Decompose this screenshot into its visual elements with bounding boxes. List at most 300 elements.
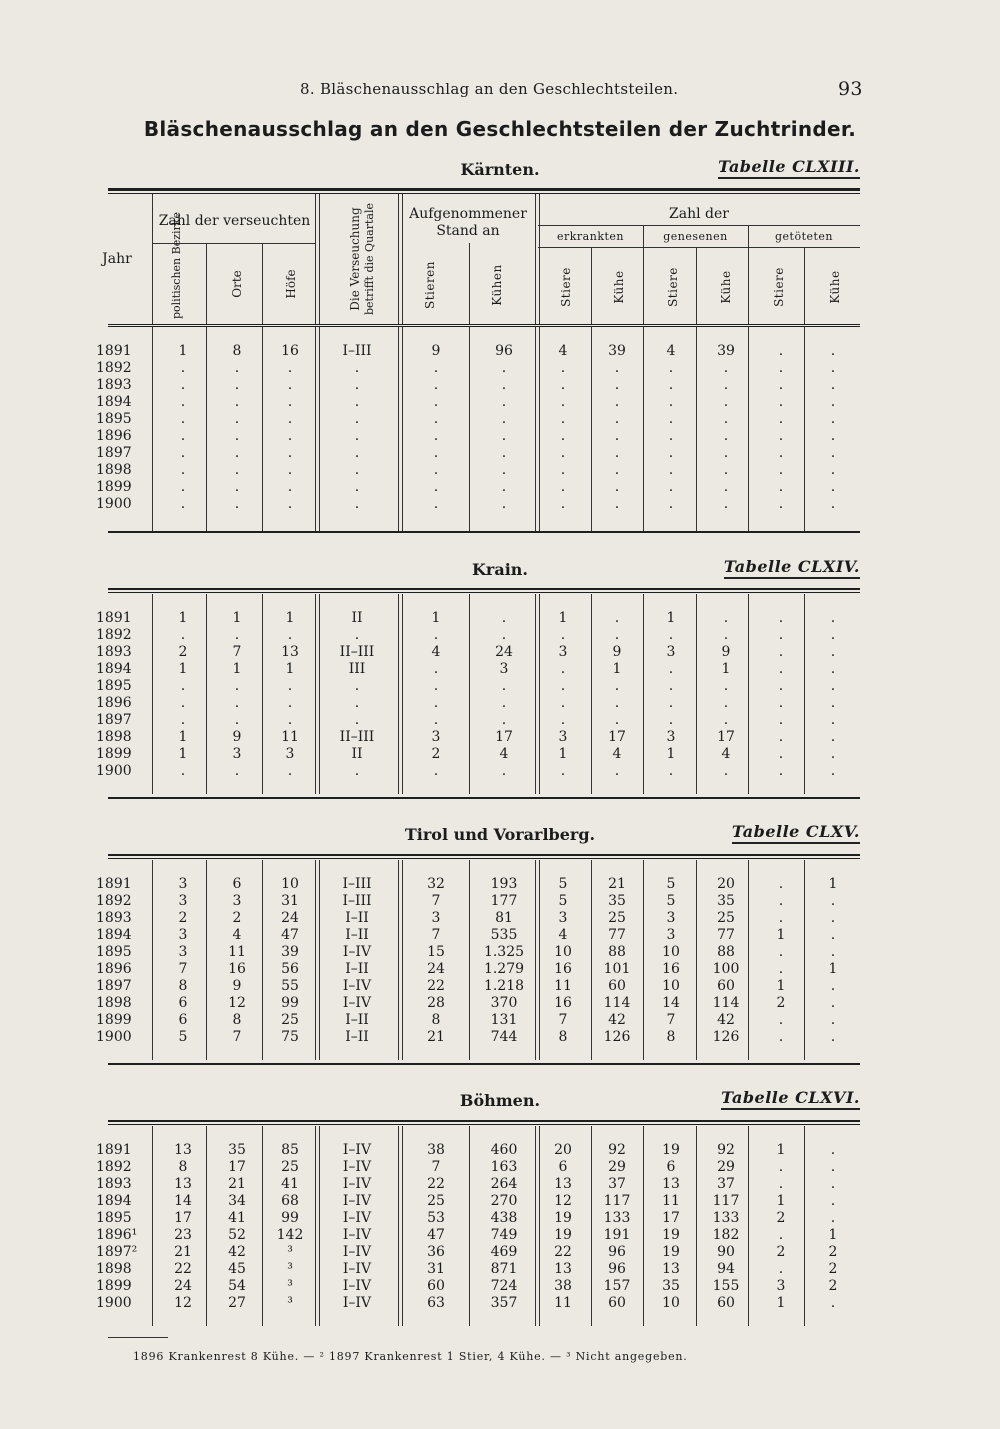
cell-erkrankt-stiere: .	[560, 462, 566, 478]
cell-quartale: .	[354, 428, 360, 444]
cell-quartale: .	[354, 462, 360, 478]
cell-genesen-stiere: 13	[662, 1176, 680, 1192]
table-ref-3: Tabelle CLXVI.	[721, 1088, 860, 1110]
cell-stand-kuehen: 460	[490, 1142, 518, 1158]
cell-hoefe: 56	[281, 961, 299, 977]
cell-stand-stieren: 31	[427, 1261, 445, 1277]
cell-stand-stieren: 2	[431, 746, 441, 762]
cell-getoetet-kuehe: .	[830, 1295, 836, 1311]
cell-bezirke: 1	[178, 729, 188, 745]
cell-stand-kuehen: 438	[490, 1210, 518, 1226]
cell-getoetet-kuehe: .	[830, 445, 836, 461]
cell-stand-kuehen: 81	[495, 910, 513, 926]
table-row	[0, 1278, 1000, 1295]
cell-getoetet-stiere: .	[778, 763, 784, 779]
cell-erkrankt-kuehe: 88	[608, 944, 626, 960]
cell-erkrankt-kuehe: .	[614, 411, 620, 427]
cell-bezirke: .	[180, 394, 186, 410]
cell-stand-kuehen: 357	[490, 1295, 518, 1311]
cell-genesen-stiere: 3	[666, 729, 676, 745]
cell-getoetet-stiere: .	[778, 910, 784, 926]
header-kuehen: Kühen	[490, 264, 504, 306]
cell-orte: 27	[228, 1295, 246, 1311]
table-row	[0, 1244, 1000, 1261]
cell-bezirke: 1	[178, 343, 188, 359]
cell-stand-kuehen: 17	[495, 729, 513, 745]
cell-genesen-stiere: .	[668, 411, 674, 427]
cell-erkrankt-stiere: .	[560, 712, 566, 728]
cell-hoefe: ³	[287, 1244, 293, 1260]
section-title-1: Krain.	[472, 560, 528, 579]
cell-genesen-stiere: .	[668, 712, 674, 728]
cell-year: 1900	[96, 496, 132, 512]
cell-getoetet-kuehe: .	[830, 411, 836, 427]
cell-genesen-kuehe: 100	[712, 961, 740, 977]
cell-quartale: I–III	[342, 343, 372, 359]
cell-stand-stieren: .	[433, 496, 439, 512]
cell-genesen-stiere: 13	[662, 1261, 680, 1277]
cell-stand-stieren: .	[433, 377, 439, 393]
cell-getoetet-kuehe: .	[830, 978, 836, 994]
cell-orte: .	[234, 627, 240, 643]
cell-erkrankt-kuehe: 96	[608, 1244, 626, 1260]
cell-hoefe: .	[287, 678, 293, 694]
section-title-2: Tirol und Vorarlberg.	[404, 825, 596, 844]
cell-hoefe: .	[287, 479, 293, 495]
cell-quartale: I–IV	[342, 1261, 372, 1277]
table-row	[0, 961, 1000, 978]
cell-stand-stieren: 38	[427, 1142, 445, 1158]
cell-erkrankt-stiere: 10	[554, 944, 572, 960]
cell-genesen-kuehe: 133	[712, 1210, 740, 1226]
cell-genesen-stiere: 19	[662, 1244, 680, 1260]
header-erkrankten-stiere: Stiere	[559, 267, 573, 307]
header-erkrankten-kuehe: Kühe	[612, 270, 626, 304]
cell-stand-kuehen: 177	[490, 893, 518, 909]
cell-orte: 52	[228, 1227, 246, 1243]
cell-genesen-kuehe: 92	[717, 1142, 735, 1158]
cell-genesen-kuehe: 60	[717, 978, 735, 994]
cell-stand-stieren: 22	[427, 1176, 445, 1192]
cell-hoefe: 85	[281, 1142, 299, 1158]
cell-stand-kuehen: .	[501, 445, 507, 461]
cell-hoefe: 75	[281, 1029, 299, 1045]
cell-erkrankt-stiere: 13	[554, 1261, 572, 1277]
cell-year: 1892	[96, 627, 132, 643]
cell-orte: 12	[228, 995, 246, 1011]
cell-genesen-kuehe: 37	[717, 1176, 735, 1192]
cell-getoetet-stiere: .	[778, 695, 784, 711]
cell-orte: .	[234, 360, 240, 376]
cell-stand-stieren: .	[433, 479, 439, 495]
cell-bezirke: 8	[178, 1159, 188, 1175]
cell-erkrankt-kuehe: 42	[608, 1012, 626, 1028]
cell-stand-kuehen: 270	[490, 1193, 518, 1209]
cell-year: 1895	[96, 411, 132, 427]
cell-stand-kuehen: 264	[490, 1176, 518, 1192]
cell-quartale: I–IV	[342, 1210, 372, 1226]
cell-genesen-stiere: .	[668, 445, 674, 461]
header-politischen-bezirke: politischen Bezirke	[170, 212, 183, 319]
header-getoeteten-kuehe: Kühe	[828, 270, 842, 304]
cell-getoetet-stiere: .	[778, 343, 784, 359]
cell-erkrankt-kuehe: 39	[608, 343, 626, 359]
page-number: 93	[838, 78, 863, 100]
cell-bezirke: 21	[174, 1244, 192, 1260]
cell-erkrankt-stiere: 8	[558, 1029, 568, 1045]
cell-genesen-stiere: .	[668, 428, 674, 444]
cell-quartale: I–IV	[342, 1193, 372, 1209]
cell-erkrankt-kuehe: 60	[608, 1295, 626, 1311]
cell-bezirke: 5	[178, 1029, 188, 1045]
cell-hoefe: .	[287, 462, 293, 478]
cell-hoefe: ³	[287, 1295, 293, 1311]
cell-quartale: .	[354, 445, 360, 461]
table-row	[0, 627, 1000, 644]
table-ref-2: Tabelle CLXV.	[732, 822, 860, 844]
cell-stand-stieren: 9	[431, 343, 441, 359]
cell-erkrankt-kuehe: .	[614, 360, 620, 376]
cell-getoetet-stiere: .	[778, 377, 784, 393]
cell-erkrankt-stiere: 6	[558, 1159, 568, 1175]
cell-genesen-kuehe: .	[723, 712, 729, 728]
header-aufgenommener: Aufgenommener	[409, 206, 527, 222]
cell-stand-stieren: 32	[427, 876, 445, 892]
cell-hoefe: .	[287, 712, 293, 728]
cell-bezirke: .	[180, 428, 186, 444]
cell-stand-kuehen: 724	[490, 1278, 518, 1294]
cell-erkrankt-stiere: .	[560, 479, 566, 495]
cell-stand-kuehen: 131	[490, 1012, 518, 1028]
cell-getoetet-stiere: 1	[776, 978, 786, 994]
cell-orte: 9	[232, 729, 242, 745]
table-row	[0, 1193, 1000, 1210]
cell-getoetet-kuehe: 1	[828, 961, 838, 977]
table-row	[0, 678, 1000, 695]
cell-getoetet-stiere: 1	[776, 927, 786, 943]
cell-hoefe: 41	[281, 1176, 299, 1192]
cell-year: 1896¹	[96, 1227, 138, 1243]
cell-getoetet-stiere: 2	[776, 995, 786, 1011]
cell-getoetet-kuehe: .	[830, 1176, 836, 1192]
cell-genesen-stiere: .	[668, 763, 674, 779]
cell-genesen-kuehe: .	[723, 411, 729, 427]
cell-quartale: I–II	[345, 927, 369, 943]
cell-year: 1896	[96, 961, 132, 977]
cell-bezirke: 3	[178, 893, 188, 909]
cell-year: 1894	[96, 1193, 132, 1209]
cell-orte: .	[234, 462, 240, 478]
cell-stand-stieren: 28	[427, 995, 445, 1011]
cell-hoefe: 25	[281, 1012, 299, 1028]
cell-hoefe: 99	[281, 995, 299, 1011]
cell-stand-stieren: .	[433, 678, 439, 694]
cell-bezirke: 12	[174, 1295, 192, 1311]
cell-erkrankt-stiere: 11	[554, 1295, 572, 1311]
cell-hoefe: .	[287, 445, 293, 461]
cell-stand-stieren: 8	[431, 1012, 441, 1028]
cell-bezirke: 7	[178, 961, 188, 977]
cell-genesen-kuehe: 29	[717, 1159, 735, 1175]
cell-erkrankt-stiere: .	[560, 695, 566, 711]
cell-year: 1891	[96, 343, 132, 359]
cell-orte: 35	[228, 1142, 246, 1158]
cell-erkrankt-kuehe: .	[614, 763, 620, 779]
cell-year: 1898	[96, 462, 132, 478]
cell-stand-kuehen: 24	[495, 644, 513, 660]
cell-erkrankt-kuehe: 117	[603, 1193, 631, 1209]
cell-year: 1891	[96, 610, 132, 626]
cell-getoetet-stiere: .	[778, 1176, 784, 1192]
cell-getoetet-kuehe: .	[830, 944, 836, 960]
cell-bezirke: 3	[178, 876, 188, 892]
cell-year: 1896	[96, 695, 132, 711]
cell-getoetet-stiere: .	[778, 1261, 784, 1277]
cell-getoetet-stiere: 3	[776, 1278, 786, 1294]
table-row	[0, 445, 1000, 462]
table-row	[0, 1261, 1000, 1278]
table-row	[0, 927, 1000, 944]
table-row	[0, 394, 1000, 411]
cell-bezirke: .	[180, 445, 186, 461]
cell-getoetet-kuehe: .	[830, 678, 836, 694]
cell-quartale: .	[354, 411, 360, 427]
cell-erkrankt-stiere: 4	[558, 927, 568, 943]
cell-getoetet-kuehe: .	[830, 1159, 836, 1175]
cell-genesen-kuehe: 17	[717, 729, 735, 745]
cell-genesen-kuehe: 126	[712, 1029, 740, 1045]
cell-bezirke: 2	[178, 910, 188, 926]
table-row	[0, 644, 1000, 661]
cell-getoetet-kuehe: .	[830, 610, 836, 626]
cell-genesen-stiere: 3	[666, 644, 676, 660]
cell-erkrankt-stiere: .	[560, 445, 566, 461]
cell-genesen-kuehe: .	[723, 360, 729, 376]
cell-hoefe: 13	[281, 644, 299, 660]
cell-genesen-kuehe: 35	[717, 893, 735, 909]
cell-hoefe: .	[287, 496, 293, 512]
cell-stand-stieren: .	[433, 394, 439, 410]
header-genesenen-stiere: Stiere	[666, 267, 680, 307]
cell-quartale: II–III	[339, 644, 375, 660]
cell-orte: .	[234, 377, 240, 393]
cell-getoetet-kuehe: .	[830, 1012, 836, 1028]
cell-orte: 41	[228, 1210, 246, 1226]
cell-genesen-kuehe: 9	[721, 644, 731, 660]
cell-stand-stieren: 63	[427, 1295, 445, 1311]
cell-erkrankt-kuehe: .	[614, 695, 620, 711]
cell-stand-stieren: 3	[431, 729, 441, 745]
cell-hoefe: 39	[281, 944, 299, 960]
cell-genesen-stiere: .	[668, 479, 674, 495]
cell-hoefe: 99	[281, 1210, 299, 1226]
cell-erkrankt-kuehe: 35	[608, 893, 626, 909]
table-ref-1: Tabelle CLXIV.	[724, 557, 860, 579]
cell-stand-stieren: 36	[427, 1244, 445, 1260]
cell-getoetet-stiere: .	[778, 394, 784, 410]
cell-stand-kuehen: .	[501, 610, 507, 626]
cell-year: 1893	[96, 1176, 132, 1192]
cell-erkrankt-stiere: .	[560, 377, 566, 393]
cell-year: 1899	[96, 1012, 132, 1028]
header-jahr: Jahr	[102, 251, 132, 267]
cell-quartale: I–II	[345, 961, 369, 977]
page-title: Bläschenausschlag an den Geschlechtsteilen der Zuchtrinder.	[143, 117, 857, 141]
cell-hoefe: 3	[285, 746, 295, 762]
cell-stand-stieren: 1	[431, 610, 441, 626]
cell-quartale: I–IV	[342, 1159, 372, 1175]
table-row	[0, 1142, 1000, 1159]
cell-bezirke: 13	[174, 1176, 192, 1192]
cell-orte: 16	[228, 961, 246, 977]
cell-stand-stieren: .	[433, 627, 439, 643]
cell-erkrankt-kuehe: 25	[608, 910, 626, 926]
running-head-text: 8. Bläschenausschlag an den Geschlechtsteilen.	[300, 80, 679, 98]
cell-genesen-kuehe: 1	[721, 661, 731, 677]
cell-stand-kuehen: .	[501, 678, 507, 694]
cell-erkrankt-stiere: .	[560, 394, 566, 410]
header-getoeteten: getöteten	[774, 230, 834, 243]
cell-hoefe: 55	[281, 978, 299, 994]
cell-getoetet-stiere: 2	[776, 1210, 786, 1226]
cell-getoetet-stiere: 1	[776, 1295, 786, 1311]
cell-erkrankt-kuehe: .	[614, 712, 620, 728]
cell-getoetet-stiere: .	[778, 479, 784, 495]
cell-erkrankt-kuehe: 92	[608, 1142, 626, 1158]
cell-bezirke: 24	[174, 1278, 192, 1294]
cell-bezirke: .	[180, 678, 186, 694]
cell-hoefe: ³	[287, 1261, 293, 1277]
cell-genesen-stiere: .	[668, 394, 674, 410]
cell-bezirke: .	[180, 377, 186, 393]
cell-orte: .	[234, 496, 240, 512]
cell-genesen-stiere: 10	[662, 1295, 680, 1311]
cell-getoetet-stiere: .	[778, 729, 784, 745]
cell-orte: 3	[232, 893, 242, 909]
table-row	[0, 496, 1000, 513]
cell-year: 1897	[96, 978, 132, 994]
cell-erkrankt-kuehe: .	[614, 445, 620, 461]
cell-erkrankt-stiere: 5	[558, 876, 568, 892]
cell-hoefe: 68	[281, 1193, 299, 1209]
cell-quartale: I–IV	[342, 995, 372, 1011]
cell-year: 1891	[96, 1142, 132, 1158]
header-stieren: Stieren	[423, 260, 437, 310]
cell-genesen-kuehe: .	[723, 695, 729, 711]
cell-getoetet-kuehe: .	[830, 763, 836, 779]
cell-quartale: I–IV	[342, 978, 372, 994]
cell-year: 1900	[96, 763, 132, 779]
table-row	[0, 1012, 1000, 1029]
cell-stand-kuehen: 370	[490, 995, 518, 1011]
cell-stand-kuehen: 749	[490, 1227, 518, 1243]
cell-erkrankt-stiere: 20	[554, 1142, 572, 1158]
cell-getoetet-kuehe: .	[830, 479, 836, 495]
cell-bezirke: .	[180, 496, 186, 512]
table-row	[0, 695, 1000, 712]
header-getoeteten-stiere: Stiere	[772, 267, 786, 307]
cell-bezirke: 2	[178, 644, 188, 660]
cell-quartale: .	[354, 394, 360, 410]
cell-erkrankt-kuehe: 21	[608, 876, 626, 892]
cell-getoetet-stiere: .	[778, 893, 784, 909]
cell-orte: 7	[232, 644, 242, 660]
cell-year: 1899	[96, 746, 132, 762]
cell-stand-kuehen: .	[501, 428, 507, 444]
cell-year: 1895	[96, 944, 132, 960]
cell-hoefe: ³	[287, 1278, 293, 1294]
cell-getoetet-kuehe: .	[830, 927, 836, 943]
table-row	[0, 428, 1000, 445]
cell-quartale: .	[354, 678, 360, 694]
cell-genesen-stiere: 19	[662, 1142, 680, 1158]
cell-stand-kuehen: .	[501, 411, 507, 427]
cell-year: 1898	[96, 729, 132, 745]
cell-quartale: II	[351, 746, 363, 762]
table-row	[0, 876, 1000, 893]
cell-quartale: I–II	[345, 1029, 369, 1045]
cell-stand-stieren: 4	[431, 644, 441, 660]
cell-genesen-kuehe: .	[723, 763, 729, 779]
cell-erkrankt-kuehe: 96	[608, 1261, 626, 1277]
cell-stand-stieren: 60	[427, 1278, 445, 1294]
cell-genesen-stiere: 11	[662, 1193, 680, 1209]
table-row	[0, 661, 1000, 678]
cell-quartale: .	[354, 360, 360, 376]
cell-orte: 1	[232, 610, 242, 626]
cell-erkrankt-kuehe: 17	[608, 729, 626, 745]
cell-stand-stieren: .	[433, 695, 439, 711]
cell-hoefe: .	[287, 695, 293, 711]
cell-getoetet-stiere: .	[778, 1029, 784, 1045]
cell-getoetet-kuehe: .	[830, 729, 836, 745]
cell-getoetet-stiere: .	[778, 627, 784, 643]
cell-hoefe: 10	[281, 876, 299, 892]
cell-bezirke: 23	[174, 1227, 192, 1243]
table-row	[0, 411, 1000, 428]
cell-stand-stieren: .	[433, 712, 439, 728]
cell-orte: 8	[232, 1012, 242, 1028]
cell-erkrankt-stiere: 11	[554, 978, 572, 994]
cell-getoetet-stiere: .	[778, 462, 784, 478]
cell-orte: 17	[228, 1159, 246, 1175]
cell-bezirke: .	[180, 763, 186, 779]
cell-bezirke: 14	[174, 1193, 192, 1209]
cell-genesen-kuehe: 117	[712, 1193, 740, 1209]
cell-getoetet-kuehe: 2	[828, 1278, 838, 1294]
cell-getoetet-kuehe: .	[830, 695, 836, 711]
cell-year: 1893	[96, 377, 132, 393]
cell-getoetet-kuehe: 2	[828, 1244, 838, 1260]
cell-erkrankt-stiere: 3	[558, 910, 568, 926]
cell-year: 1897	[96, 445, 132, 461]
cell-bezirke: .	[180, 479, 186, 495]
cell-getoetet-stiere: .	[778, 428, 784, 444]
cell-quartale: I–IV	[342, 944, 372, 960]
cell-getoetet-kuehe: .	[830, 1210, 836, 1226]
cell-genesen-stiere: 17	[662, 1210, 680, 1226]
cell-stand-stieren: .	[433, 462, 439, 478]
cell-quartale: I–IV	[342, 1244, 372, 1260]
cell-getoetet-stiere: .	[778, 411, 784, 427]
cell-erkrankt-stiere: .	[560, 678, 566, 694]
cell-getoetet-stiere: .	[778, 876, 784, 892]
cell-orte: 42	[228, 1244, 246, 1260]
cell-genesen-kuehe: 42	[717, 1012, 735, 1028]
table-row	[0, 462, 1000, 479]
cell-genesen-kuehe: 4	[721, 746, 731, 762]
cell-erkrankt-kuehe: 126	[603, 1029, 631, 1045]
